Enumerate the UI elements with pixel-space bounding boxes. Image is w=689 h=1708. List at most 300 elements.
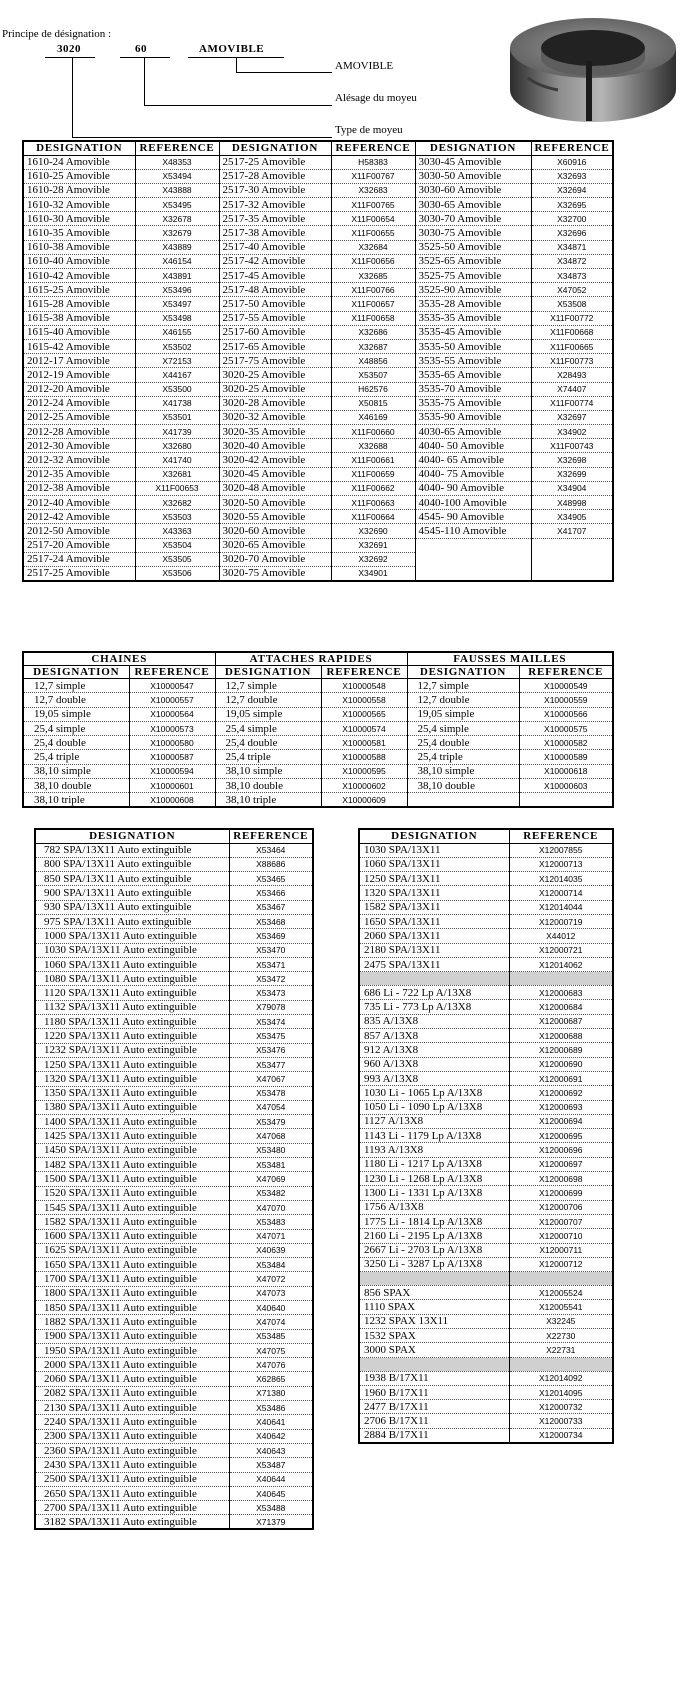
designation-cell: 12,7 double xyxy=(407,693,519,707)
reference-cell: X40640 xyxy=(229,1301,313,1315)
table-row xyxy=(35,1100,313,1114)
designation-cell: 2517-40 Amovible xyxy=(219,240,331,254)
designation-cell: 1850 SPA/13X11 Auto extinguible xyxy=(35,1301,229,1315)
table-row xyxy=(35,1015,313,1029)
designation-cell: 4040- 50 Amovible xyxy=(415,439,531,453)
table-row xyxy=(23,410,613,424)
designation-cell: 1500 SPA/13X11 Auto extinguible xyxy=(35,1172,229,1186)
table-row xyxy=(359,1343,613,1357)
designation-cell xyxy=(359,972,509,986)
col-reference: REFERENCE xyxy=(135,141,219,155)
designation-cell: 1610-40 Amovible xyxy=(23,254,135,268)
table-row xyxy=(35,1343,313,1357)
table-row xyxy=(23,750,613,764)
reference-cell: X32693 xyxy=(531,169,613,183)
reference-cell: H62576 xyxy=(331,382,415,396)
table-row xyxy=(35,1329,313,1343)
designation-cell: 1232 SPA/13X11 Auto extinguible xyxy=(35,1043,229,1057)
type-connector xyxy=(236,57,237,72)
designation-cell: 1132 SPA/13X11 Auto extinguible xyxy=(35,1000,229,1014)
designation-cell: 3030-50 Amovible xyxy=(415,169,531,183)
table-row xyxy=(359,957,613,971)
designation-cell: 2477 B/17X11 xyxy=(359,1400,509,1414)
col-reference: REFERENCE xyxy=(509,829,613,843)
reference-cell: X34871 xyxy=(531,240,613,254)
reference-cell: X47076 xyxy=(229,1358,313,1372)
hub-connector xyxy=(72,57,73,137)
designation-cell: 1060 SPA/13X11 xyxy=(359,857,509,871)
reference-cell: X12014095 xyxy=(509,1385,613,1399)
designation-cell: 3020-25 Amovible xyxy=(219,382,331,396)
table-row xyxy=(359,1029,613,1043)
table-row xyxy=(35,1301,313,1315)
reference-cell: X34872 xyxy=(531,254,613,268)
reference-cell: X40639 xyxy=(229,1243,313,1257)
designation-cell: 2060 SPA/13X11 Auto extinguible xyxy=(35,1372,229,1386)
designation-cell: 1610-35 Amovible xyxy=(23,226,135,240)
table-row xyxy=(359,1300,613,1314)
designation-cell: 3535-35 Amovible xyxy=(415,311,531,325)
designation-cell: 12,7 simple xyxy=(215,679,321,693)
designation-cell: 3535-28 Amovible xyxy=(415,297,531,311)
table-row xyxy=(23,425,613,439)
reference-cell: X47069 xyxy=(229,1172,313,1186)
reference-cell: X32696 xyxy=(531,226,613,240)
table-row xyxy=(359,1229,613,1243)
table-row xyxy=(35,1200,313,1214)
reference-cell: X10000548 xyxy=(321,679,407,693)
reference-cell: X32684 xyxy=(331,240,415,254)
designation-cell: 1615-40 Amovible xyxy=(23,325,135,339)
table-row xyxy=(359,1114,613,1128)
reference-cell: X32685 xyxy=(331,269,415,283)
reference-cell: X53486 xyxy=(229,1401,313,1415)
designation-cell: 1050 Li - 1090 Lp A/13X8 xyxy=(359,1100,509,1114)
table-row xyxy=(35,1458,313,1472)
designation-cell: 2517-28 Amovible xyxy=(219,169,331,183)
table-row xyxy=(23,368,613,382)
table-row xyxy=(23,679,613,693)
reference-cell: X72153 xyxy=(135,354,219,368)
designation-cell: 25,4 double xyxy=(215,736,321,750)
table-row xyxy=(35,1057,313,1071)
designation-cell: 3535-65 Amovible xyxy=(415,368,531,382)
designation-cell: 1625 SPA/13X11 Auto extinguible xyxy=(35,1243,229,1257)
reference-cell: X12000688 xyxy=(509,1029,613,1043)
table-row xyxy=(23,169,613,183)
designation-cell: 3020-35 Amovible xyxy=(219,425,331,439)
code-series: 3020 xyxy=(57,43,81,55)
designation-cell: 3020-32 Amovible xyxy=(219,410,331,424)
reference-cell: X12007855 xyxy=(509,843,613,857)
label-bore: Alésage du moyeu xyxy=(335,92,417,104)
reference-cell: X53480 xyxy=(229,1143,313,1157)
designation-cell: 1450 SPA/13X11 Auto extinguible xyxy=(35,1143,229,1157)
designation-cell: 2517-35 Amovible xyxy=(219,212,331,226)
designation-cell: 2430 SPA/13X11 Auto extinguible xyxy=(35,1458,229,1472)
reference-cell: X32697 xyxy=(531,410,613,424)
empty-cell xyxy=(415,538,531,552)
designation-cell: 3250 Li - 3287 Lp A/13X8 xyxy=(359,1257,509,1271)
table-row xyxy=(23,736,613,750)
reference-cell: X40642 xyxy=(229,1429,313,1443)
designation-cell: 1615-38 Amovible xyxy=(23,311,135,325)
designation-cell: 2012-30 Amovible xyxy=(23,439,135,453)
reference-cell: X43891 xyxy=(135,269,219,283)
reference-cell: X53472 xyxy=(229,972,313,986)
reference-cell: X12014062 xyxy=(509,957,613,971)
designation-cell: 2012-25 Amovible xyxy=(23,410,135,424)
reference-cell: X32699 xyxy=(531,467,613,481)
table-row xyxy=(35,1215,313,1229)
reference-cell: X47054 xyxy=(229,1100,313,1114)
designation-cell: 1482 SPA/13X11 Auto extinguible xyxy=(35,1158,229,1172)
col-designation: DESIGNATION xyxy=(35,829,229,843)
table-row xyxy=(23,325,613,339)
table-row xyxy=(35,857,313,871)
designation-cell: 38,10 simple xyxy=(215,764,321,778)
reference-cell: X34902 xyxy=(531,425,613,439)
attaches-title: ATTACHES RAPIDES xyxy=(215,652,407,666)
designation-cell: 1532 SPAX xyxy=(359,1329,509,1343)
designation-cell: 12,7 simple xyxy=(407,679,519,693)
designation-cell: 1700 SPA/13X11 Auto extinguible xyxy=(35,1272,229,1286)
designation-cell: 2012-42 Amovible xyxy=(23,510,135,524)
table-row xyxy=(359,1172,613,1186)
designation-cell: 1030 SPA/13X11 Auto extinguible xyxy=(35,943,229,957)
designation-cell: 2517-75 Amovible xyxy=(219,354,331,368)
table-row xyxy=(23,354,613,368)
reference-cell: X12000713 xyxy=(509,857,613,871)
reference-cell: X41739 xyxy=(135,425,219,439)
designation-cell: 2517-25 Amovible xyxy=(219,155,331,169)
designation-cell: 1180 Li - 1217 Lp A/13X8 xyxy=(359,1157,509,1171)
reference-cell: X74407 xyxy=(531,382,613,396)
designation-cell: 1950 SPA/13X11 Auto extinguible xyxy=(35,1343,229,1357)
table-row xyxy=(23,198,613,212)
reference-cell: X12014092 xyxy=(509,1371,613,1385)
table-row xyxy=(23,382,613,396)
empty-cell xyxy=(531,538,613,552)
table-row xyxy=(35,1415,313,1429)
designation-cell: 1900 SPA/13X11 Auto extinguible xyxy=(35,1329,229,1343)
designation-cell: 2517-50 Amovible xyxy=(219,297,331,311)
table-row xyxy=(23,226,613,240)
reference-cell: X10000588 xyxy=(321,750,407,764)
reference-cell: X40643 xyxy=(229,1443,313,1457)
reference-cell: X11F00668 xyxy=(531,325,613,339)
reference-cell: X60916 xyxy=(531,155,613,169)
designation-cell: 856 SPAX xyxy=(359,1286,509,1300)
designation-cell: 19,05 simple xyxy=(407,707,519,721)
reference-cell: X12005524 xyxy=(509,1286,613,1300)
table-row xyxy=(35,1486,313,1500)
designation-cell: 3535-55 Amovible xyxy=(415,354,531,368)
designation-cell: 4545-110 Amovible xyxy=(415,524,531,538)
designation-cell xyxy=(359,1272,509,1286)
reference-cell: X12000694 xyxy=(509,1114,613,1128)
reference-cell: X10000559 xyxy=(519,693,613,707)
reference-cell: X12000712 xyxy=(509,1257,613,1271)
separator-row xyxy=(359,972,613,986)
designation-cell: 1232 SPAX 13X11 xyxy=(359,1314,509,1328)
designation-cell: 2360 SPA/13X11 Auto extinguible xyxy=(35,1443,229,1457)
reference-cell: X10000594 xyxy=(129,764,215,778)
table-row xyxy=(359,1200,613,1214)
designation-cell: 2517-65 Amovible xyxy=(219,339,331,353)
designation-cell: 912 A/13X8 xyxy=(359,1043,509,1057)
reference-cell: X53485 xyxy=(229,1329,313,1343)
reference-cell: X34901 xyxy=(331,566,415,580)
designation-cell: 1756 A/13X8 xyxy=(359,1200,509,1214)
reference-cell: X53470 xyxy=(229,943,313,957)
table-row xyxy=(35,1000,313,1014)
reference-cell: X41707 xyxy=(531,524,613,538)
reference-cell: X53508 xyxy=(531,297,613,311)
designation-cell: 1320 SPA/13X11 Auto extinguible xyxy=(35,1072,229,1086)
designation-cell: 1582 SPA/13X11 xyxy=(359,900,509,914)
designation-cell: 3535-70 Amovible xyxy=(415,382,531,396)
designation-cell: 2012-50 Amovible xyxy=(23,524,135,538)
table-row xyxy=(35,1229,313,1243)
table-row xyxy=(23,693,613,707)
reference-cell: X48353 xyxy=(135,155,219,169)
designation-cell: 3525-90 Amovible xyxy=(415,283,531,297)
table-row xyxy=(23,793,613,807)
reference-cell: X32691 xyxy=(331,538,415,552)
reference-cell: X47068 xyxy=(229,1129,313,1143)
reference-cell xyxy=(509,972,613,986)
reference-cell: X12000699 xyxy=(509,1186,613,1200)
designation-cell: 2884 B/17X11 xyxy=(359,1428,509,1442)
reference-cell: X32700 xyxy=(531,212,613,226)
reference-cell: X10000564 xyxy=(129,707,215,721)
reference-cell: X12000689 xyxy=(509,1043,613,1057)
designation-cell: 4040- 75 Amovible xyxy=(415,467,531,481)
table-row xyxy=(23,721,613,735)
designation-cell: 19,05 simple xyxy=(23,707,129,721)
table-row xyxy=(23,510,613,524)
designation-cell: 38,10 double xyxy=(407,779,519,793)
designation-cell: 1250 SPA/13X11 xyxy=(359,872,509,886)
designation-cell: 3020-40 Amovible xyxy=(219,439,331,453)
designation-cell: 1120 SPA/13X11 Auto extinguible xyxy=(35,986,229,1000)
reference-cell: X32694 xyxy=(531,183,613,197)
reference-cell: X12005541 xyxy=(509,1300,613,1314)
table-row xyxy=(35,986,313,1000)
col-reference: REFERENCE xyxy=(331,141,415,155)
designation-cell: 2240 SPA/13X11 Auto extinguible xyxy=(35,1415,229,1429)
reference-cell: X43889 xyxy=(135,240,219,254)
designation-cell: 38,10 double xyxy=(23,779,129,793)
col-designation: DESIGNATION xyxy=(407,666,519,679)
reference-cell: X32692 xyxy=(331,552,415,566)
designation-cell: 1520 SPA/13X11 Auto extinguible xyxy=(35,1186,229,1200)
designation-cell xyxy=(359,1357,509,1371)
designation-cell: 2517-25 Amovible xyxy=(23,566,135,580)
reference-cell: X53497 xyxy=(135,297,219,311)
table-row xyxy=(359,1329,613,1343)
table-row xyxy=(35,900,313,914)
reference-cell: X53507 xyxy=(331,368,415,382)
table-row xyxy=(359,886,613,900)
designation-cell: 2475 SPA/13X11 xyxy=(359,957,509,971)
designation-cell: 2012-28 Amovible xyxy=(23,425,135,439)
reference-cell: X50815 xyxy=(331,396,415,410)
reference-cell: X47071 xyxy=(229,1229,313,1243)
table-row xyxy=(23,566,613,580)
reference-cell: X53483 xyxy=(229,1215,313,1229)
designation-cell: 782 SPA/13X11 Auto extinguible xyxy=(35,843,229,857)
reference-cell: X53477 xyxy=(229,1057,313,1071)
reference-cell: X44012 xyxy=(509,929,613,943)
table-row xyxy=(35,1372,313,1386)
reference-cell: X12000711 xyxy=(509,1243,613,1257)
empty-cell xyxy=(407,793,519,807)
table-row xyxy=(23,496,613,510)
reference-cell: X53479 xyxy=(229,1115,313,1129)
reference-cell: X12000696 xyxy=(509,1143,613,1157)
table-row xyxy=(23,524,613,538)
designation-cell: 2706 B/17X11 xyxy=(359,1414,509,1428)
designation-cell: 3535-45 Amovible xyxy=(415,325,531,339)
reference-cell: X12000734 xyxy=(509,1428,613,1442)
designation-cell: 2012-19 Amovible xyxy=(23,368,135,382)
designation-cell: 2517-20 Amovible xyxy=(23,538,135,552)
designation-cell: 1800 SPA/13X11 Auto extinguible xyxy=(35,1286,229,1300)
designation-cell: 3525-65 Amovible xyxy=(415,254,531,268)
reference-cell: X48856 xyxy=(331,354,415,368)
reference-cell: X12000732 xyxy=(509,1400,613,1414)
reference-cell: X53464 xyxy=(229,843,313,857)
code-type: AMOVIBLE xyxy=(199,43,265,55)
designation-cell: 2517-24 Amovible xyxy=(23,552,135,566)
designation-cell: 12,7 double xyxy=(23,693,129,707)
designation-cell: 1030 SPA/13X11 xyxy=(359,843,509,857)
reference-cell: X10000575 xyxy=(519,721,613,735)
reference-cell: X10000587 xyxy=(129,750,215,764)
chaines-title: CHAINES xyxy=(23,652,215,666)
separator-row xyxy=(359,1272,613,1286)
designation-cell: 19,05 simple xyxy=(215,707,321,721)
reference-cell: X12000695 xyxy=(509,1129,613,1143)
reference-cell: X12000684 xyxy=(509,1000,613,1014)
reference-cell: X53496 xyxy=(135,283,219,297)
reference-cell: X32682 xyxy=(135,496,219,510)
designation-cell: 25,4 double xyxy=(23,736,129,750)
table-row xyxy=(359,929,613,943)
reference-cell: X22730 xyxy=(509,1329,613,1343)
table-row xyxy=(35,872,313,886)
table-row xyxy=(23,311,613,325)
designation-cell: 38,10 simple xyxy=(23,764,129,778)
bore-connector xyxy=(144,57,145,105)
designation-cell: 1615-25 Amovible xyxy=(23,283,135,297)
designation-cell: 25,4 simple xyxy=(23,721,129,735)
reference-cell: X41738 xyxy=(135,396,219,410)
designation-cell: 3020-28 Amovible xyxy=(219,396,331,410)
reference-cell: X12000691 xyxy=(509,1071,613,1085)
designation-cell: 835 A/13X8 xyxy=(359,1014,509,1028)
designation-cell: 2667 Li - 2703 Lp A/13X8 xyxy=(359,1243,509,1257)
table-row xyxy=(359,1157,613,1171)
reference-cell: X53488 xyxy=(229,1501,313,1515)
reference-cell: H58383 xyxy=(331,155,415,169)
designation-cell: 25,4 triple xyxy=(407,750,519,764)
reference-cell: X12000683 xyxy=(509,986,613,1000)
reference-cell: X53487 xyxy=(229,1458,313,1472)
reference-cell: X11F00658 xyxy=(331,311,415,325)
designation-cell: 1610-25 Amovible xyxy=(23,169,135,183)
designation-cell: 3525-50 Amovible xyxy=(415,240,531,254)
table-row xyxy=(359,1286,613,1300)
table-row xyxy=(35,1158,313,1172)
reference-cell: X10000618 xyxy=(519,764,613,778)
reference-cell: X43363 xyxy=(135,524,219,538)
reference-cell: X53466 xyxy=(229,886,313,900)
code-bore-underline xyxy=(120,57,170,58)
reference-cell: X53476 xyxy=(229,1043,313,1057)
reference-cell: X11F00773 xyxy=(531,354,613,368)
designation-cell: 1000 SPA/13X11 Auto extinguible xyxy=(35,929,229,943)
table-row xyxy=(35,1429,313,1443)
reference-cell: X40645 xyxy=(229,1486,313,1500)
table-row xyxy=(23,396,613,410)
designation-cell: 1350 SPA/13X11 Auto extinguible xyxy=(35,1086,229,1100)
reference-cell: X11F00655 xyxy=(331,226,415,240)
designation-cell: 3020-60 Amovible xyxy=(219,524,331,538)
designation-cell: 3525-75 Amovible xyxy=(415,269,531,283)
table-row xyxy=(359,1414,613,1428)
reference-cell: X32681 xyxy=(135,467,219,481)
reference-cell: X11F00657 xyxy=(331,297,415,311)
reference-cell: X10000565 xyxy=(321,707,407,721)
table-row xyxy=(23,269,613,283)
designation-cell: 2300 SPA/13X11 Auto extinguible xyxy=(35,1429,229,1443)
reference-cell: X32695 xyxy=(531,198,613,212)
designation-cell: 2517-60 Amovible xyxy=(219,325,331,339)
reference-cell: X11F00654 xyxy=(331,212,415,226)
reference-cell: X11F00665 xyxy=(531,339,613,353)
reference-cell: X88686 xyxy=(229,857,313,871)
designation-cell: 1610-30 Amovible xyxy=(23,212,135,226)
table-row xyxy=(359,1143,613,1157)
designation-cell: 3020-42 Amovible xyxy=(219,453,331,467)
reference-cell: X32690 xyxy=(331,524,415,538)
designation-cell: 3535-75 Amovible xyxy=(415,396,531,410)
designation-cell: 3030-45 Amovible xyxy=(415,155,531,169)
reference-cell: X12000692 xyxy=(509,1086,613,1100)
reference-cell: X79078 xyxy=(229,1000,313,1014)
designation-cell: 1300 Li - 1331 Lp A/13X8 xyxy=(359,1186,509,1200)
reference-cell: X12000719 xyxy=(509,914,613,928)
reference-cell: X46155 xyxy=(135,325,219,339)
reference-cell: X10000574 xyxy=(321,721,407,735)
designation-cell: 1220 SPA/13X11 Auto extinguible xyxy=(35,1029,229,1043)
designation-cell: 4040- 65 Amovible xyxy=(415,453,531,467)
designation-cell: 25,4 double xyxy=(407,736,519,750)
reference-cell: X12000698 xyxy=(509,1172,613,1186)
reference-cell: X12000714 xyxy=(509,886,613,900)
reference-cell: X10000595 xyxy=(321,764,407,778)
table-row xyxy=(35,1272,313,1286)
designation-cell: 1615-28 Amovible xyxy=(23,297,135,311)
designation-cell: 1250 SPA/13X11 Auto extinguible xyxy=(35,1057,229,1071)
designation-cell: 1127 A/13X8 xyxy=(359,1114,509,1128)
reference-cell: X12000733 xyxy=(509,1414,613,1428)
designation-cell: 1030 Li - 1065 Lp A/13X8 xyxy=(359,1086,509,1100)
table-row xyxy=(35,1186,313,1200)
